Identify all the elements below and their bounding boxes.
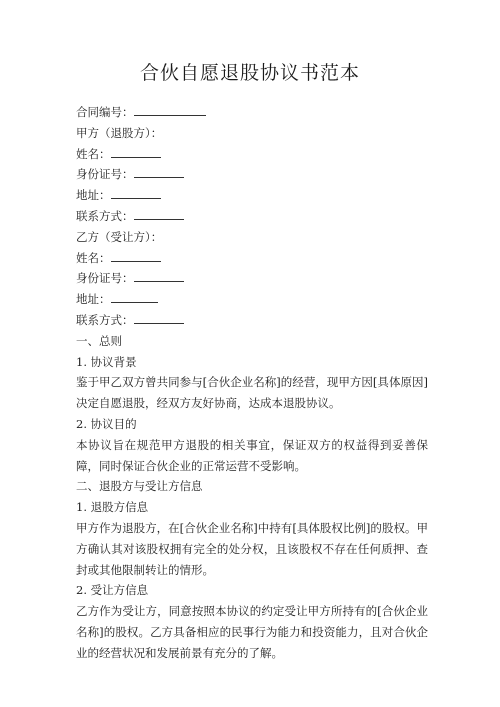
- party-b-address-field: [76, 289, 428, 310]
- party-a-contact-blank: [134, 207, 184, 220]
- section-1-1-paragraph: 鉴于甲乙双方曾共同参与[合伙企业名称]的经营，现甲方因[具体原因]决定自愿退股，经双方友好协商，达成本退股协议。: [76, 375, 428, 411]
- party-b-id-blank: [134, 269, 184, 282]
- section-2-2-heading: 2. 受让方信息: [76, 583, 149, 598]
- party-a-address-label: 地址：: [76, 188, 111, 203]
- document-body: [76, 102, 428, 664]
- party-b-address-blank: [111, 290, 158, 303]
- section-2-heading: 二、退股方与受让方信息: [76, 479, 203, 494]
- party-a-address-field: [76, 185, 428, 206]
- party-b-contact-field: [76, 310, 428, 331]
- party-a-address-blank: [111, 186, 161, 199]
- contract-number-blank: [134, 103, 206, 116]
- party-b-name-blank: [111, 249, 161, 262]
- document-title: 合伙自愿退股协议书范本: [139, 62, 360, 84]
- section-1-2-paragraph: 本协议旨在规范甲方退股的相关事宜，保证双方的权益得到妥善保障，同时保证合伙企业的正常运营不受影响。: [76, 437, 428, 473]
- section-1-heading: 一、总则: [76, 333, 122, 348]
- section-2-2-paragraph: 乙方作为受让方，同意按照本协议的约定受让甲方所持有的[合伙企业名称]的股权。乙方具备相应的民事行为能力和投资能力，且对合伙企业的经营状况和发展前景有充分的了解。: [76, 604, 428, 660]
- party-b-contact-blank: [134, 311, 184, 324]
- party-b-name-label: 姓名：: [76, 250, 111, 265]
- party-b-name-field: [76, 248, 428, 269]
- party-b-id-label: 身份证号：: [76, 271, 134, 286]
- party-a-name-blank: [111, 145, 161, 158]
- party-b-contact-label: 联系方式：: [76, 312, 134, 327]
- section-2-1-paragraph: 甲方作为退股方，在[合伙企业名称]中持有[具体股权比例]的股权。甲方确认其对该股权拥有完全的处分权，且该股权不存在任何质押、查封或其他限制转让的情形。: [76, 520, 428, 577]
- party-a-contact-label: 联系方式：: [76, 208, 134, 223]
- party-a-id-field: [76, 164, 428, 185]
- section-1-1-heading: 1. 协议背景: [76, 354, 137, 369]
- party-b-address-label: 地址：: [76, 292, 111, 307]
- party-b-id-field: [76, 268, 428, 289]
- party-a-contact-field: [76, 206, 428, 227]
- party-a-id-blank: [134, 165, 184, 178]
- section-2-1-heading: 1. 退股方信息: [76, 500, 149, 515]
- party-a-name-label: 姓名：: [76, 146, 111, 161]
- party-b-heading: 乙方（受让方）：: [76, 229, 163, 244]
- party-a-name-field: [76, 144, 428, 165]
- contract-number-label: 合同编号：: [76, 105, 134, 119]
- section-1-2-heading: 2. 协议目的: [76, 416, 137, 431]
- party-a-heading: 甲方（退股方）：: [76, 125, 163, 140]
- party-a-id-label: 身份证号：: [76, 167, 134, 182]
- contract-number-field: [76, 102, 428, 123]
